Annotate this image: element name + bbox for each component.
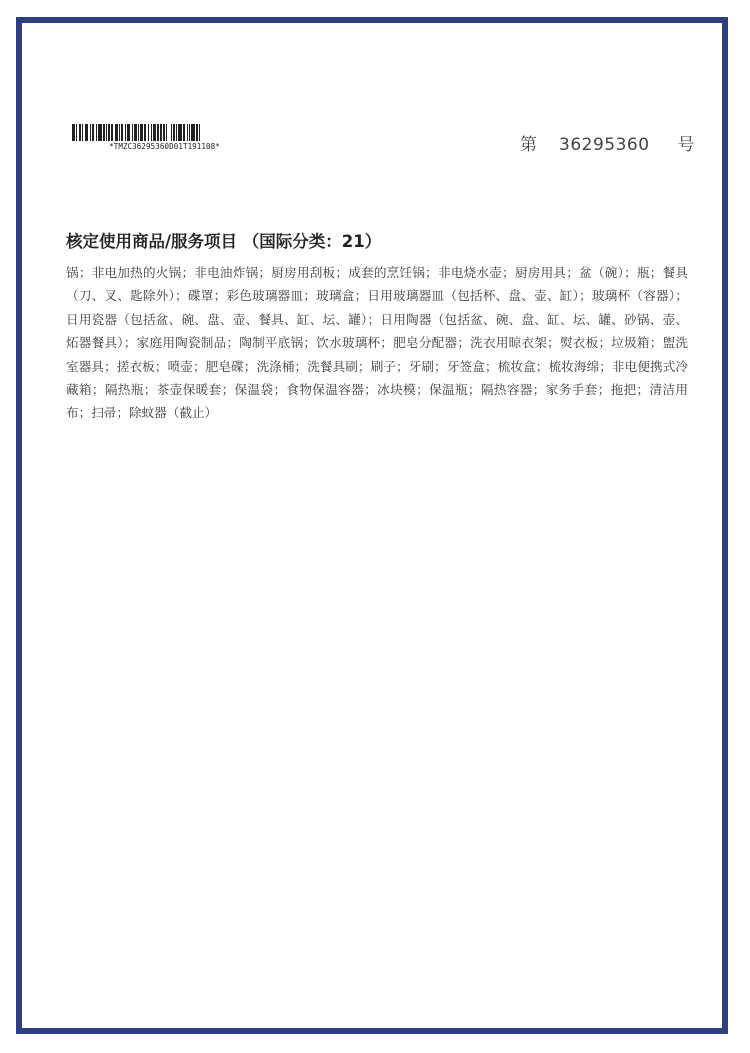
registration-prefix: 第 — [520, 135, 537, 155]
barcode-text: *TMZC36295360D01T191108* — [109, 142, 220, 151]
page-border — [16, 17, 728, 1034]
goods-services-list: 锅；非电加热的火锅；非电油炸锅；厨房用刮板；成套的烹饪锅；非电烧水壶；厨房用具；盆（碗）；瓶；餐具（刀、叉、匙除外）；碟罩；彩色玻璃器皿；玻璃盒；日用玻璃器皿（包括杯、盘、壶、缸）；玻璃杯（容器）；日用瓷器（包括盆、碗、盘、壶、餐具、缸、坛、罐）；日用陶器（包括盆、碗、盘、缸、坛、罐、砂锅、壶、炻器餐具）；家庭用陶瓷制品；陶制平底锅；饮水玻璃杯；肥皂分配器；洗衣用晾衣架；熨衣板；垃圾箱；盥洗室器具；搓衣板；喷壶；肥皂碟；洗涤桶；洗餐具刷；刷子；牙刷；牙签盒；梳妆盒；梳妆海绵；非电便携式冷藏箱；隔热瓶；茶壶保暖套；保温袋；食物保温容器；冰块模；保温瓶；隔热容器；家务手套；拖把；清洁用布；扫帚；除蚊器（截止） — [66, 265, 688, 421]
registration-number-value: 36295360 — [559, 135, 650, 155]
barcode — [72, 124, 257, 151]
barcode-bars — [72, 124, 255, 141]
registration-number — [520, 130, 695, 155]
registration-suffix: 号 — [677, 135, 695, 155]
page-title: 核定使用商品/服务项目 （国际分类：21） — [66, 232, 382, 251]
